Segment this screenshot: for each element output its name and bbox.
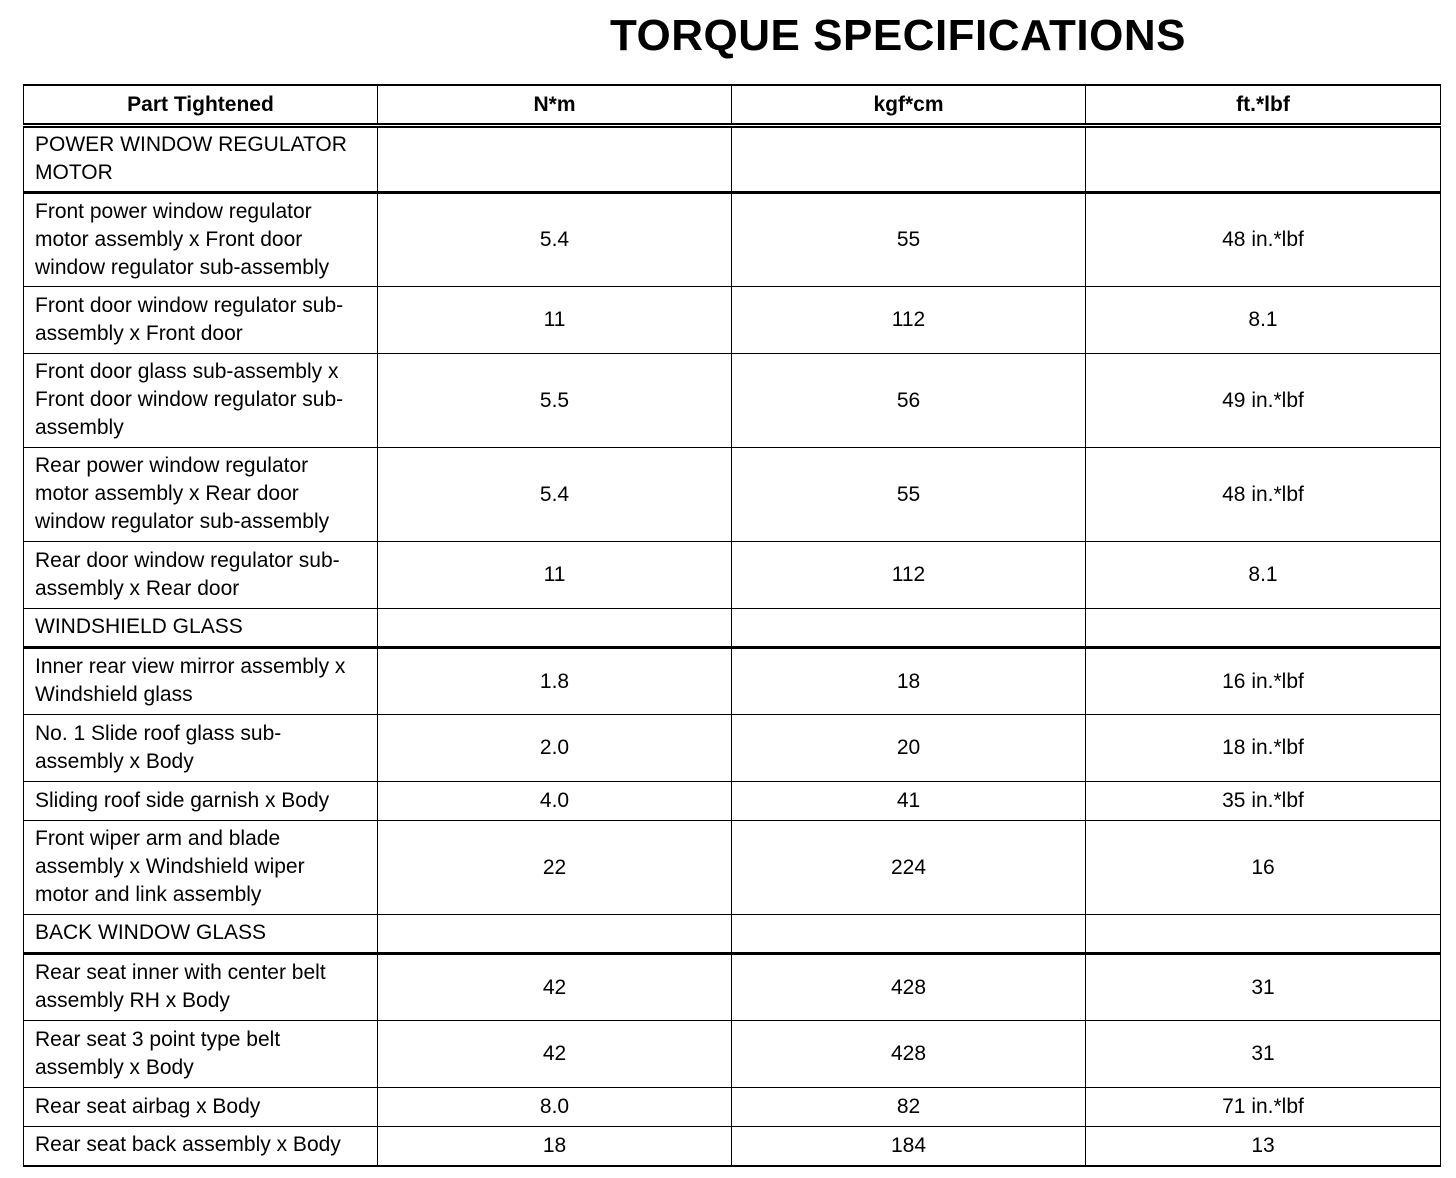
part-cell: Front door window regulator sub-assembly x Front door — [24, 287, 378, 354]
nm-cell: 2.0 — [378, 715, 732, 782]
part-cell: BACK WINDOW GLASS — [24, 915, 378, 954]
ftlbf-cell — [1086, 915, 1441, 954]
kgfcm-cell: 112 — [732, 287, 1086, 354]
nm-cell: 5.4 — [378, 193, 732, 287]
page-title: TORQUE SPECIFICATIONS — [609, 11, 1187, 60]
part-cell: Rear seat 3 point type belt assembly x Body — [24, 1021, 378, 1088]
table-row — [24, 782, 1441, 821]
column-header-nm: N*m — [378, 85, 732, 126]
kgfcm-cell: 18 — [732, 648, 1086, 715]
section-row — [24, 126, 1441, 193]
kgfcm-cell: 55 — [732, 448, 1086, 542]
table-row — [24, 715, 1441, 782]
part-cell: No. 1 Slide roof glass sub-assembly x Body — [24, 715, 378, 782]
ftlbf-cell: 13 — [1086, 1127, 1441, 1166]
ftlbf-cell: 48 in.*lbf — [1086, 448, 1441, 542]
nm-cell — [378, 915, 732, 954]
kgfcm-cell: 428 — [732, 954, 1086, 1021]
part-cell: Sliding roof side garnish x Body — [24, 782, 378, 821]
ftlbf-cell: 16 — [1086, 821, 1441, 915]
kgfcm-cell: 112 — [732, 542, 1086, 609]
nm-cell: 18 — [378, 1127, 732, 1166]
part-cell: Front power window regulator motor assembly x Front door window regulator sub-assembly — [24, 193, 378, 287]
part-cell: Rear seat back assembly x Body — [24, 1127, 378, 1166]
column-header-part: Part Tightened — [24, 85, 378, 126]
section-row — [24, 915, 1441, 954]
ftlbf-cell — [1086, 609, 1441, 648]
column-header-ftlbf: ft.*lbf — [1086, 85, 1441, 126]
table-row — [24, 648, 1441, 715]
section-row — [24, 609, 1441, 648]
nm-cell: 42 — [378, 954, 732, 1021]
nm-cell — [378, 126, 732, 193]
nm-cell: 42 — [378, 1021, 732, 1088]
ftlbf-cell: 8.1 — [1086, 542, 1441, 609]
kgfcm-cell: 56 — [732, 354, 1086, 448]
table-row — [24, 542, 1441, 609]
kgfcm-cell: 224 — [732, 821, 1086, 915]
ftlbf-cell: 48 in.*lbf — [1086, 193, 1441, 287]
table-row — [24, 354, 1441, 448]
kgfcm-cell: 20 — [732, 715, 1086, 782]
ftlbf-cell — [1086, 126, 1441, 193]
nm-cell: 11 — [378, 287, 732, 354]
nm-cell: 5.4 — [378, 448, 732, 542]
ftlbf-cell: 8.1 — [1086, 287, 1441, 354]
part-cell: Rear door window regulator sub-assembly x Rear door — [24, 542, 378, 609]
kgfcm-cell: 184 — [732, 1127, 1086, 1166]
part-cell: Rear power window regulator motor assembly x Rear door window regulator sub-assembly — [24, 448, 378, 542]
nm-cell: 4.0 — [378, 782, 732, 821]
ftlbf-cell: 31 — [1086, 954, 1441, 1021]
part-cell: POWER WINDOW REGULATOR MOTOR — [24, 126, 378, 193]
nm-cell: 8.0 — [378, 1088, 732, 1127]
ftlbf-cell: 71 in.*lbf — [1086, 1088, 1441, 1127]
kgfcm-cell — [732, 609, 1086, 648]
part-cell: Inner rear view mirror assembly x Windshield glass — [24, 648, 378, 715]
kgfcm-cell: 41 — [732, 782, 1086, 821]
table-row — [24, 448, 1441, 542]
part-cell: WINDSHIELD GLASS — [24, 609, 378, 648]
column-header-kgfcm: kgf*cm — [732, 85, 1086, 126]
part-cell: Front door glass sub-assembly x Front door window regulator sub-assembly — [24, 354, 378, 448]
table-row — [24, 1088, 1441, 1127]
table-row — [24, 1021, 1441, 1088]
table-row — [24, 954, 1441, 1021]
table-body — [24, 126, 1441, 1166]
ftlbf-cell: 16 in.*lbf — [1086, 648, 1441, 715]
nm-cell: 22 — [378, 821, 732, 915]
table-row — [24, 193, 1441, 287]
table-row — [24, 287, 1441, 354]
ftlbf-cell: 18 in.*lbf — [1086, 715, 1441, 782]
kgfcm-cell: 82 — [732, 1088, 1086, 1127]
torque-spec-table — [23, 84, 1441, 1167]
ftlbf-cell: 49 in.*lbf — [1086, 354, 1441, 448]
nm-cell: 11 — [378, 542, 732, 609]
kgfcm-cell — [732, 126, 1086, 193]
kgfcm-cell: 55 — [732, 193, 1086, 287]
ftlbf-cell: 35 in.*lbf — [1086, 782, 1441, 821]
nm-cell: 5.5 — [378, 354, 732, 448]
ftlbf-cell: 31 — [1086, 1021, 1441, 1088]
table-row — [24, 821, 1441, 915]
part-cell: Rear seat inner with center belt assembly RH x Body — [24, 954, 378, 1021]
kgfcm-cell: 428 — [732, 1021, 1086, 1088]
nm-cell: 1.8 — [378, 648, 732, 715]
table-row — [24, 1127, 1441, 1166]
table-header — [24, 85, 1441, 126]
header-row — [24, 85, 1441, 126]
part-cell: Rear seat airbag x Body — [24, 1088, 378, 1127]
kgfcm-cell — [732, 915, 1086, 954]
part-cell: Front wiper arm and blade assembly x Windshield wiper motor and link assembly — [24, 821, 378, 915]
nm-cell — [378, 609, 732, 648]
